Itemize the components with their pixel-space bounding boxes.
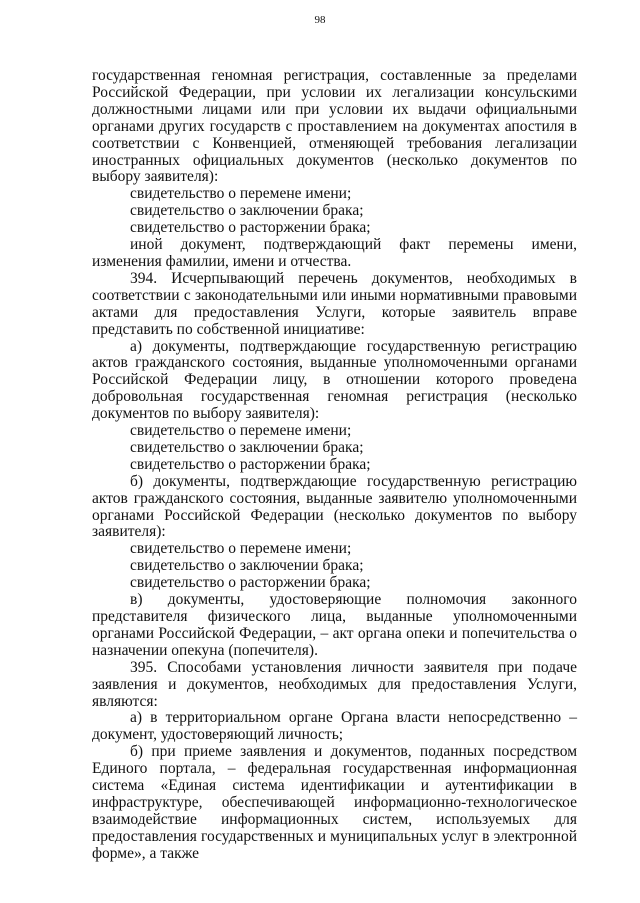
paragraph: а) документы, подтверждающие государственную регистрацию актов гражданского состояния, выданные уполномоченными органами Российской Федерации лицу, в отношении которого проведена добровольная государственная геномная регистрация (несколько документов по выбору заявителя): (92, 337, 577, 423)
paragraph: а) в территориальном органе Органа власти непосредственно – документ, удостоверяющий личность; (92, 709, 577, 744)
paragraph-395: 395. Способами установления личности заявителя при подаче заявления и документов, необходимых для предоставления Услуги, являются: (92, 658, 577, 710)
list-item: свидетельство о заключении брака; (130, 557, 364, 575)
paragraph: иной документ, подтверждающий факт перемены имени, изменения фамилии, имени и отчества. (92, 236, 577, 270)
list-item: свидетельство о перемене имени; (130, 422, 352, 440)
paragraph: в) документы, удостоверяющие полномочия законного представителя физического лица, выданные уполномоченными органами Российской Федерации, – акт органа опеки и попечительства о назначении опекуна (попечителя). (92, 591, 577, 659)
list-item: свидетельство о заключении брака; (130, 438, 364, 456)
list-item: свидетельство о перемене имени; (130, 540, 352, 558)
paragraph: б) при приеме заявления и документов, поданных посредством Единого портала, – федеральная государственная информационная система «Единая система идентификации и аутентификации в инфраструктуре, обеспечивающей информационно-технологическое взаимодействие информационных систем, используемых для предоставления государственных и муниципальных услуг в электронной форме», а также (92, 743, 577, 862)
list-item: свидетельство о перемене имени; (130, 185, 352, 203)
page-number: 98 (314, 14, 326, 26)
paragraph: государственная геномная регистрация, составленные за пределами Российской Федерации, при условии их легализации консульскими должностными лицами или при условии их выдачи официальными органами других государств с проставлением на документах апостиля в соответствии с Конвенцией, отменяющей требования легализации иностранных официальных документов (несколько документов по выбору заявителя): (92, 67, 577, 186)
list-item: свидетельство о расторжении брака; (130, 574, 371, 592)
paragraph: б) документы, подтверждающие государственную регистрацию актов гражданского состояния, выданные заявителю уполномоченными органами Российской Федерации (несколько документов по выбору заявителя): (92, 472, 577, 541)
list-item: свидетельство о заключении брака; (130, 202, 364, 220)
list-item: свидетельство о расторжении брака; (130, 455, 371, 473)
document-body (92, 68, 577, 863)
list-item: свидетельство о расторжении брака; (130, 219, 371, 237)
paragraph-394: 394. Исчерпывающий перечень документов, необходимых в соответствии с законодательными или иными нормативными правовыми актами для предоставления Услуги, которые заявитель вправе представить по собственной инициативе: (92, 269, 577, 338)
